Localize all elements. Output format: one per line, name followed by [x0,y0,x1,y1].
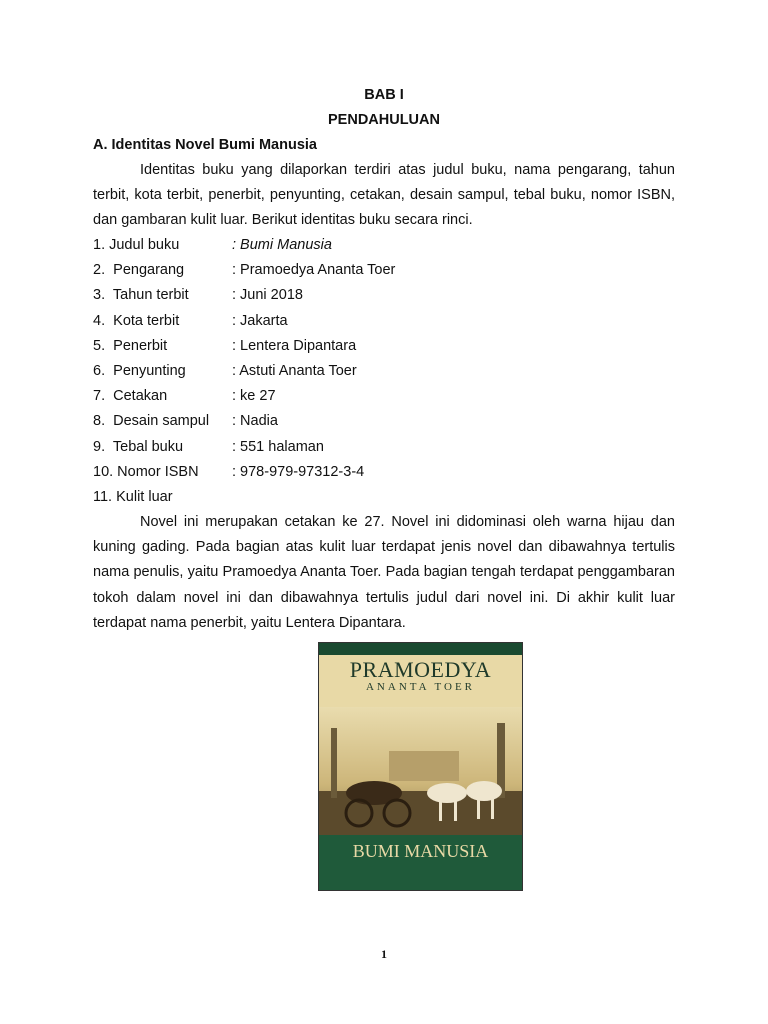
item-value: : Astuti Ananta Toer [232,362,357,379]
item-label: 2. Pengarang [93,262,185,279]
item-label: 5. Penerbit [93,337,168,354]
item-value: : 978-979-97312-3-4 [232,463,365,480]
list-item [93,258,675,283]
list-item [93,233,675,258]
list-item [93,359,675,384]
item-value: : 551 halaman [232,438,324,455]
item-value: : ke 27 [232,388,276,405]
list-item [93,485,675,510]
item-label: 1. Judul buku [93,237,180,253]
intro-paragraph: Identitas buku yang dilaporkan terdiri atas judul buku, nama pengarang, tahun terbit, kota terbit, penerbit, penyunting, cetakan, desain sampul, tebal buku, nomor ISBN, dan gambaran kulit luar. Berikut identitas buku secara rinci. [93,162,675,229]
item-label: 3. Tahun terbit [93,287,189,304]
item-value: : Jakarta [232,312,288,329]
chapter-title: PENDAHULUAN [328,112,440,128]
page-number: 1 [381,947,387,961]
list-item [93,435,675,460]
list-item [93,384,675,409]
list-item [93,334,675,359]
list-item [93,409,675,434]
item-label: 7. Cetakan [93,388,168,405]
list-item [93,309,675,334]
item-value: : Pramoedya Ananta Toer [232,262,396,279]
chapter-number: BAB I [364,87,404,103]
book-cover-image [318,642,523,891]
item-value: : Nadia [232,413,278,430]
item-label: 9. Tebal buku [93,438,184,455]
cover-description-paragraph: Novel ini merupakan cetakan ke 27. Novel ini didominasi oleh warna hijau dan kuning gading. Pada bagian atas kulit luar terdapat jenis novel dan dibawahnya tertulis nama penulis, yaitu Pramoedya Ananta Toer. Pada bagian tengah terdapat penggambaran tokoh dalam novel ini dan dibawahnya tertulis judul dari novel ini. Di akhir kulit luar terdapat nama penerbit, yaitu Lentera Dipantara. [93,514,675,631]
item-value: : Lentera Dipantara [232,337,357,354]
item-label: 6. Penyunting [93,362,186,379]
item-value: : Bumi Manusia [232,237,332,253]
identity-list [93,233,675,510]
item-label: 4. Kota terbit [93,312,180,329]
item-label: 11. Kulit luar [93,488,173,505]
list-item [93,283,675,308]
list-item [93,460,675,485]
item-value: : Juni 2018 [232,287,303,304]
item-label: 8. Desain sampul [93,413,210,430]
cover-title: BUMI MANUSIA [352,841,489,861]
cover-author-line1: PRAMOEDYA [349,657,492,682]
cover-author-line2: ANANTA TOER [365,681,476,693]
section-heading: A. Identitas Novel Bumi Manusia [93,137,317,153]
item-label: 10. Nomor ISBN [93,463,199,480]
